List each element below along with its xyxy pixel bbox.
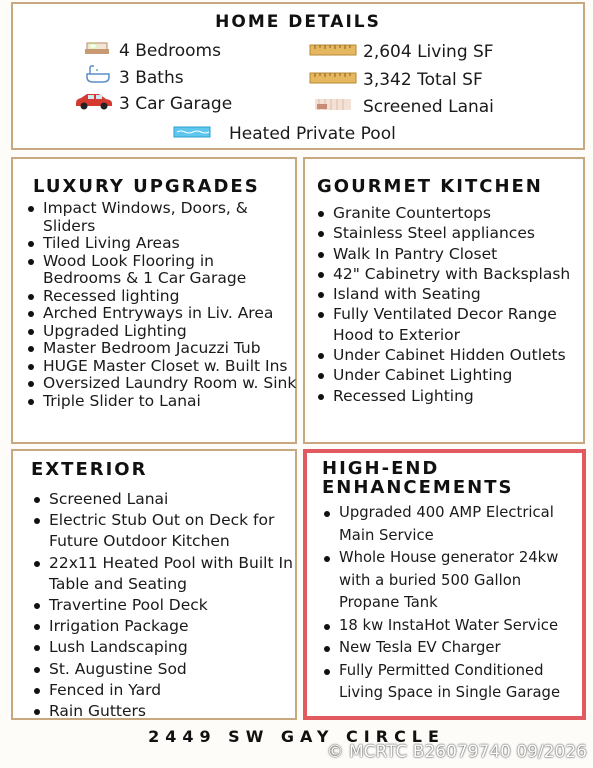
home-details-title: HOME DETAILS	[215, 12, 381, 32]
high-end-list	[321, 502, 583, 705]
exterior-panel	[11, 449, 297, 720]
luxury-upgrades-title: LUXURY UPGRADES	[33, 176, 260, 197]
list-item: Walk In Pantry Closet	[315, 244, 581, 264]
home-details-panel	[11, 2, 585, 150]
list-item: Lush Landscaping	[31, 637, 293, 658]
car-icon	[73, 91, 115, 116]
list-item: Oversized Laundry Room w. Sink	[25, 375, 297, 393]
list-item: Stainless Steel appliances	[315, 223, 581, 243]
lanai-text: Screened Lanai	[363, 96, 494, 117]
list-item: St. Augustine Sod	[31, 659, 293, 680]
list-item: Upgraded Lighting	[25, 323, 297, 341]
lanai-row	[313, 96, 494, 117]
gourmet-kitchen-title: GOURMET KITCHEN	[317, 176, 543, 197]
list-item: Triple Slider to Lanai	[25, 393, 297, 411]
list-item: Irrigation Package	[31, 616, 293, 637]
list-item: 18 kw InstaHot Water Service	[321, 615, 583, 638]
list-item: Whole House generator 24kw with a buried 500 Gallon Propane Tank	[321, 547, 583, 615]
list-item: Impact Windows, Doors, & Sliders	[25, 200, 297, 235]
living-sf-text: 2,604 Living SF	[363, 42, 494, 62]
high-end-title-line2: ENHANCEMENTS	[322, 477, 514, 498]
list-item: Screened Lanai	[31, 489, 293, 510]
bed-icon	[81, 39, 113, 62]
list-item: Travertine Pool Deck	[31, 595, 293, 616]
list-item: Master Bedroom Jacuzzi Tub	[25, 340, 297, 358]
high-end-enhancements-panel	[303, 449, 586, 720]
bedrooms-row	[81, 39, 221, 62]
ruler-icon	[309, 42, 357, 62]
luxury-upgrades-list	[25, 200, 297, 410]
list-item: Electric Stub Out on Deck for Future Outdoor Kitchen	[31, 510, 293, 552]
copyright-watermark: © MCRTC B26079740 09/2026	[326, 742, 587, 762]
gourmet-kitchen-list	[315, 203, 581, 406]
list-item: Wood Look Flooring in Bedrooms & 1 Car Garage	[25, 253, 297, 288]
living-sf-row	[309, 42, 494, 62]
pool-row	[173, 124, 396, 144]
list-item: Tiled Living Areas	[25, 235, 297, 253]
list-item: Recessed Lighting	[315, 386, 581, 406]
list-item: Upgraded 400 AMP Electrical Main Service	[321, 502, 583, 547]
list-item: Granite Countertops	[315, 203, 581, 223]
garage-text: 3 Car Garage	[119, 93, 233, 114]
exterior-list	[31, 489, 293, 722]
exterior-title: EXTERIOR	[31, 459, 148, 480]
bedrooms-text: 4 Bedrooms	[119, 40, 221, 61]
list-item: Fully Ventilated Decor Range Hood to Exterior	[315, 304, 581, 345]
ruler-icon	[309, 70, 357, 90]
list-item: Arched Entryways in Liv. Area	[25, 305, 297, 323]
high-end-title	[322, 459, 513, 497]
list-item: Fenced in Yard	[31, 680, 293, 701]
pool-icon	[173, 124, 211, 144]
total-sf-text: 3,342 Total SF	[363, 70, 483, 90]
list-item: Rain Gutters	[31, 701, 293, 722]
baths-text: 3 Baths	[119, 67, 184, 88]
lanai-icon	[313, 96, 353, 117]
list-item: Island with Seating	[315, 284, 581, 304]
list-item: New Tesla EV Charger	[321, 637, 583, 660]
list-item: Under Cabinet Lighting	[315, 365, 581, 385]
list-item: 42" Cabinetry with Backsplash	[315, 264, 581, 284]
luxury-upgrades-panel	[11, 157, 297, 444]
list-item: 22x11 Heated Pool with Built In Table and Seating	[31, 553, 293, 595]
property-address: 2449 SW GAY CIRCLE	[148, 727, 445, 746]
list-item: Recessed lighting	[25, 288, 297, 306]
total-sf-row	[309, 70, 483, 90]
gourmet-kitchen-panel	[303, 157, 585, 444]
baths-row	[83, 65, 184, 90]
bathtub-icon	[83, 65, 113, 90]
list-item: Fully Permitted Conditioned Living Space in Single Garage	[321, 660, 583, 705]
list-item: Under Cabinet Hidden Outlets	[315, 345, 581, 365]
list-item: HUGE Master Closet w. Built Ins	[25, 358, 297, 376]
pool-text: Heated Private Pool	[229, 124, 396, 144]
garage-row	[73, 91, 232, 116]
high-end-title-line1: HIGH-END	[322, 458, 440, 479]
